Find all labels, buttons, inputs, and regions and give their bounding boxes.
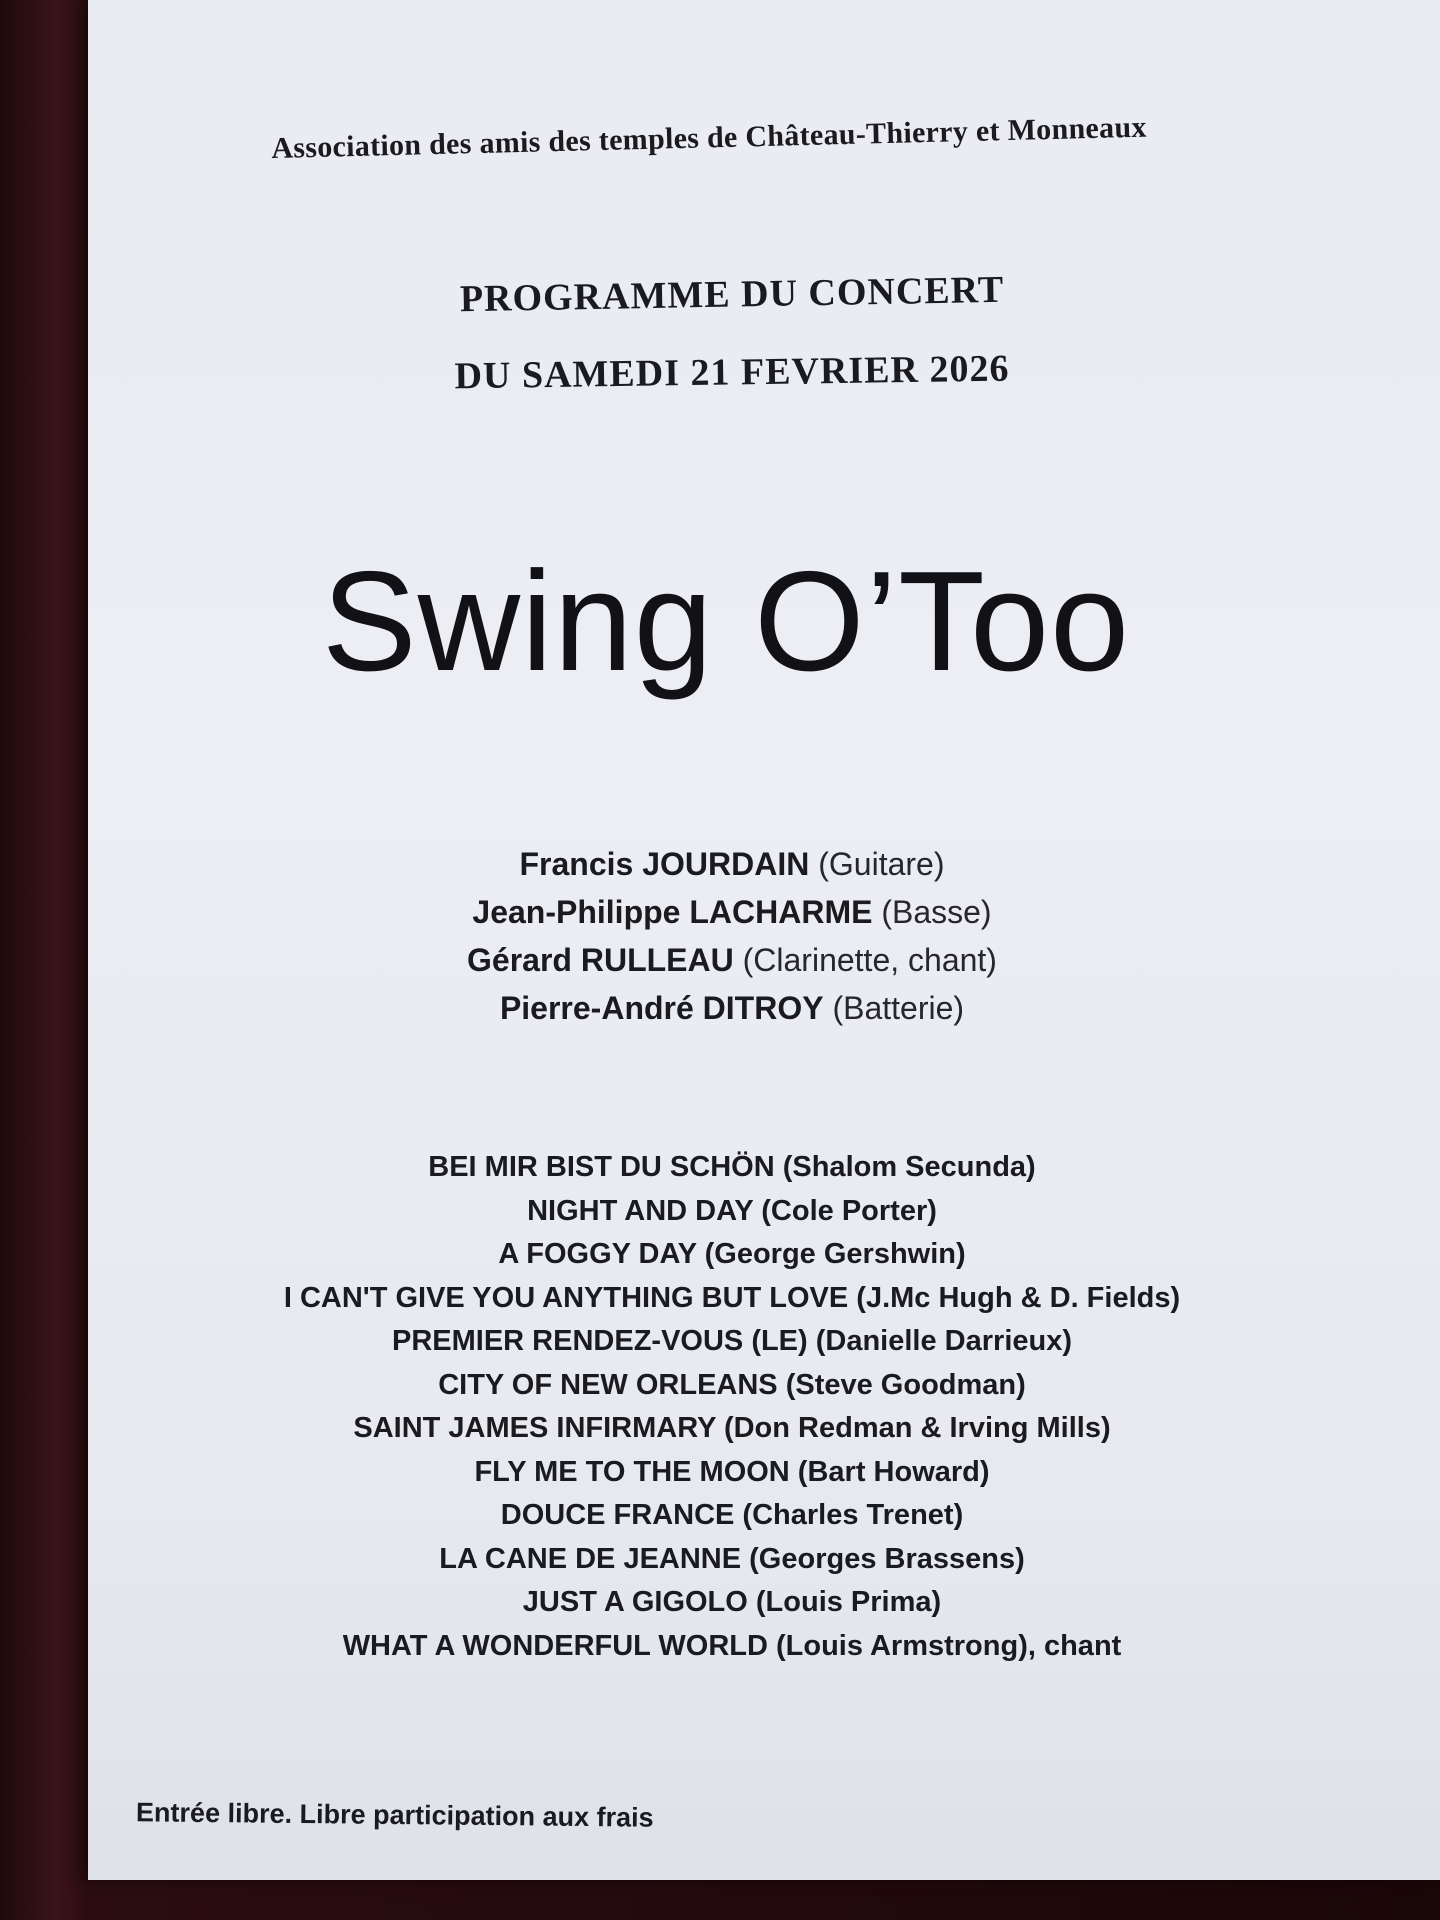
band-name: Swing O’Too [321, 542, 1131, 701]
admission-note: Entrée libre. Libre participation aux frais [135, 1797, 654, 1833]
song-item: LA CANE DE JEANNE (Georges Brassens) [439, 1542, 1025, 1575]
musician-name: Pierre-André DITROY [499, 990, 824, 1026]
musician-item [88, 840, 1376, 888]
musician-name: Francis JOURDAIN [519, 846, 810, 882]
song-item: CITY OF NEW ORLEANS (Steve Goodman) [438, 1368, 1026, 1401]
program-heading: PROGRAMME DU CONCERT [459, 268, 1005, 321]
musician-role: (Basse) [881, 894, 992, 930]
song-item: JUST A GIGOLO (Louis Prima) [522, 1586, 942, 1618]
musician-item [88, 984, 1376, 1032]
musician-list [88, 840, 1440, 1032]
musician-item [88, 936, 1376, 984]
concert-date: DU SAMEDI 21 FEVRIER 2026 [454, 347, 1010, 398]
song-item: DOUCE FRANCE (Charles Trenet) [500, 1499, 964, 1531]
song-item: WHAT A WONDERFUL WORLD (Louis Armstrong), chant [342, 1629, 1122, 1662]
song-item: NIGHT AND DAY (Cole Porter) [527, 1194, 937, 1227]
song-item: FLY ME TO THE MOON (Bart Howard) [474, 1455, 990, 1488]
song-list [88, 1146, 1440, 1668]
song-item: BEI MIR BIST DU SCHÖN (Shalom Secunda) [428, 1151, 1036, 1183]
song-item: I CAN'T GIVE YOU ANYTHING BUT LOVE (J.Mc Hugh & D. Fields) [283, 1281, 1181, 1314]
musician-role: (Clarinette, chant) [742, 942, 997, 978]
song-item: SAINT JAMES INFIRMARY (Don Redman & Irving Mills) [353, 1412, 1111, 1444]
association-name: Association des amis des temples de Château-Thierry et Monneaux [270, 110, 1148, 166]
musician-role: (Guitare) [818, 846, 945, 882]
musician-item [88, 888, 1376, 936]
musician-role: (Batterie) [832, 990, 965, 1026]
concert-program-sheet [88, 0, 1440, 1880]
song-item: A FOGGY DAY (George Gershwin) [498, 1238, 966, 1270]
musician-name: Gérard RULLEAU [467, 942, 734, 978]
musician-name: Jean-Philippe LACHARME [472, 894, 873, 930]
song-item: PREMIER RENDEZ-VOUS (LE) (Danielle Darrieux) [392, 1325, 1072, 1357]
